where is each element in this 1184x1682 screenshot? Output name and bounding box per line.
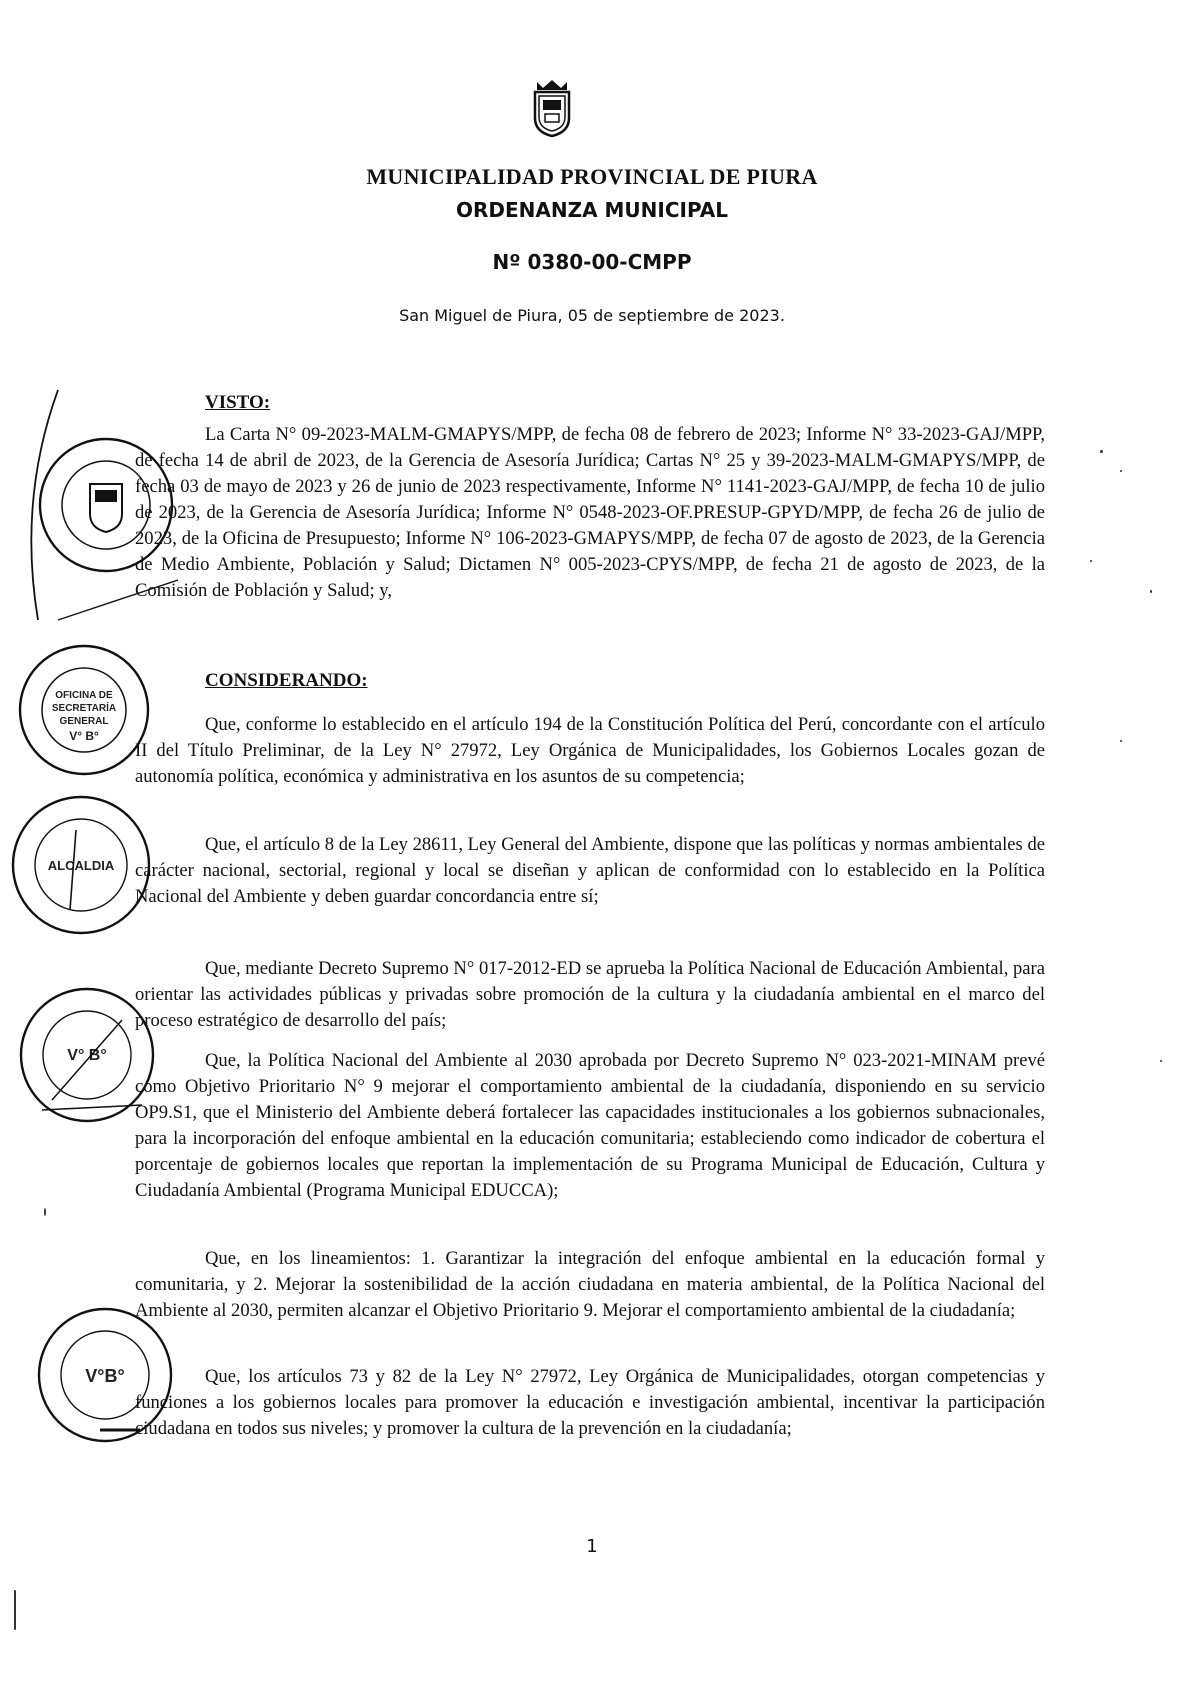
institution-name: MUNICIPALIDAD PROVINCIAL DE PIURA: [366, 164, 818, 189]
place-date: San Miguel de Piura, 05 de septiembre de 2023.: [399, 306, 785, 325]
considerando-paragraph-5: Que, en los lineamientos: 1. Garantizar la integración del enfoque ambiental en la educación formal y comunitaria, y 2. Mejorar la sostenibilidad de la acción ciudadana en materia ambiental, de la Política Nacional del Ambiente al 2030, permiten alcanzar el Objetivo Prioritario 9. Mejorar el comportamiento ambiental de la ciudadanía;: [135, 1248, 1045, 1321]
considerando-heading: CONSIDERANDO:: [205, 670, 368, 691]
asesoria-juridica-stamp-icon: [30, 1300, 180, 1450]
considerando-paragraph-3: Que, mediante Decreto Supremo N° 017-2012-ED se aprueba la Política Nacional de Educación Ambiental, para orientar las actividades públicas y privadas sobre promoción de la cultura y la ciudadanía ambiental en el marco del proceso estratégico de desarrollo del país;: [135, 958, 1045, 1031]
medio-ambiente-stamp-icon: [12, 980, 162, 1130]
ordinance-number: Nº 0380-00-CMPP: [492, 250, 692, 274]
considerando-paragraph-6: Que, los artículos 73 y 82 de la Ley N° 27972, Ley Orgánica de Municipalidades, otorgan competencias y funciones a los gobiernos locales para promover la educación e investigación ambiental, incentivar la participación ciudadana en todos sus niveles; y promover la cultura de la prevención en la ciudadanía;: [135, 1366, 1045, 1439]
scan-speck: [1150, 590, 1152, 593]
scan-speck: [14, 1590, 16, 1630]
svg-text:OFICINA DE: OFICINA DE: [55, 690, 113, 701]
scan-speck: [1090, 560, 1092, 562]
svg-text:V° B°: V° B°: [69, 729, 99, 743]
scan-speck: [1120, 470, 1122, 472]
document-type: ORDENANZA MUNICIPAL: [455, 198, 729, 222]
scan-speck: [44, 1208, 46, 1216]
secretaria-general-stamp-icon: [14, 640, 154, 780]
svg-text:ALCALDIA: ALCALDIA: [47, 858, 115, 873]
svg-text:GENERAL: GENERAL: [59, 716, 109, 727]
visto-text: La Carta N° 09-2023-MALM-GMAPYS/MPP, de fecha 08 de febrero de 2023; Informe N° 33-2023-GAJ/MPP, de fecha 14 de abril de 2023, de la Gerencia de Asesoría Jurídica; Cartas N° 25 y 39-2023-MALM-GMAPYS/MPP, de fecha 03 de mayo de 2023 y 26 de junio de 2023 respectivamente, Informe N° 1141-2023-GAJ/MPP, de fecha 10 de julio de 2023, de la Gerencia de Asesoría Jurídica; Informe N° 0548-2023-OF.PRESUP-GPYD/MPP, de fecha 26 de julio de 2023, de la Oficina de Presupuesto; Informe N° 106-2023-GMAPYS/MPP, de fecha 07 de agosto de 2023, de la Gerencia de Medio Ambiente, Población y Salud; Dictamen N° 005-2023-CPYS/MPP, de fecha 21 de agosto de 2023, de la Comisión de Población y Salud; y,: [135, 424, 1045, 601]
svg-text:V°B°: V°B°: [85, 1366, 125, 1386]
considerando-paragraph-4: Que, la Política Nacional del Ambiente al 2030 aprobada por Decreto Supremo N° 023-2021-MINAM prevé como Objetivo Prioritario N° 9 mejorar el comportamiento ambiental de la ciudadanía, disponiendo en su servicio OP9.S1, que el Ministerio del Ambiente deberá fortalecer las capacidades institucionales a los gobiernos subnacionales, para la incorporación del enfoque ambiental en la educación comunitaria; estableciendo como indicador de cobertura el porcentaje de gobiernos locales que reportan la implementación de su Programa Municipal de Educación, Cultura y Ciudadanía Ambiental (Programa Municipal EDUCCA);: [135, 1050, 1045, 1201]
alcaldia-stamp-icon: [6, 790, 156, 940]
scan-speck: [1120, 740, 1122, 742]
considerando-paragraph-2: Que, el artículo 8 de la Ley 28611, Ley General del Ambiente, dispone que las políticas y normas ambientales de carácter nacional, sectorial, regional y local se diseñan y aplican de conformidad con lo establecido en la Política Nacional del Ambiente y deben guardar concordancia entre sí;: [135, 834, 1045, 907]
svg-text:V° B°: V° B°: [67, 1047, 107, 1064]
scan-speck: [1100, 450, 1103, 453]
page-number: 1: [586, 1536, 598, 1557]
gerencia-municipal-stamp-icon: [28, 380, 178, 630]
scan-speck: [1160, 1060, 1162, 1062]
svg-text:SECRETARÍA: SECRETARÍA: [51, 703, 117, 714]
visto-heading: VISTO:: [205, 392, 271, 413]
considerando-paragraph-1: Que, conforme lo establecido en el artículo 194 de la Constitución Política del Perú, concordante con el artículo II del Título Preliminar, de la Ley N° 27972, Ley Orgánica de Municipalidades, los Gobiernos Locales gozan de autonomía política, económica y administrativa en los asuntos de su competencia;: [135, 714, 1045, 787]
municipal-coat-of-arms-icon: [531, 78, 573, 138]
